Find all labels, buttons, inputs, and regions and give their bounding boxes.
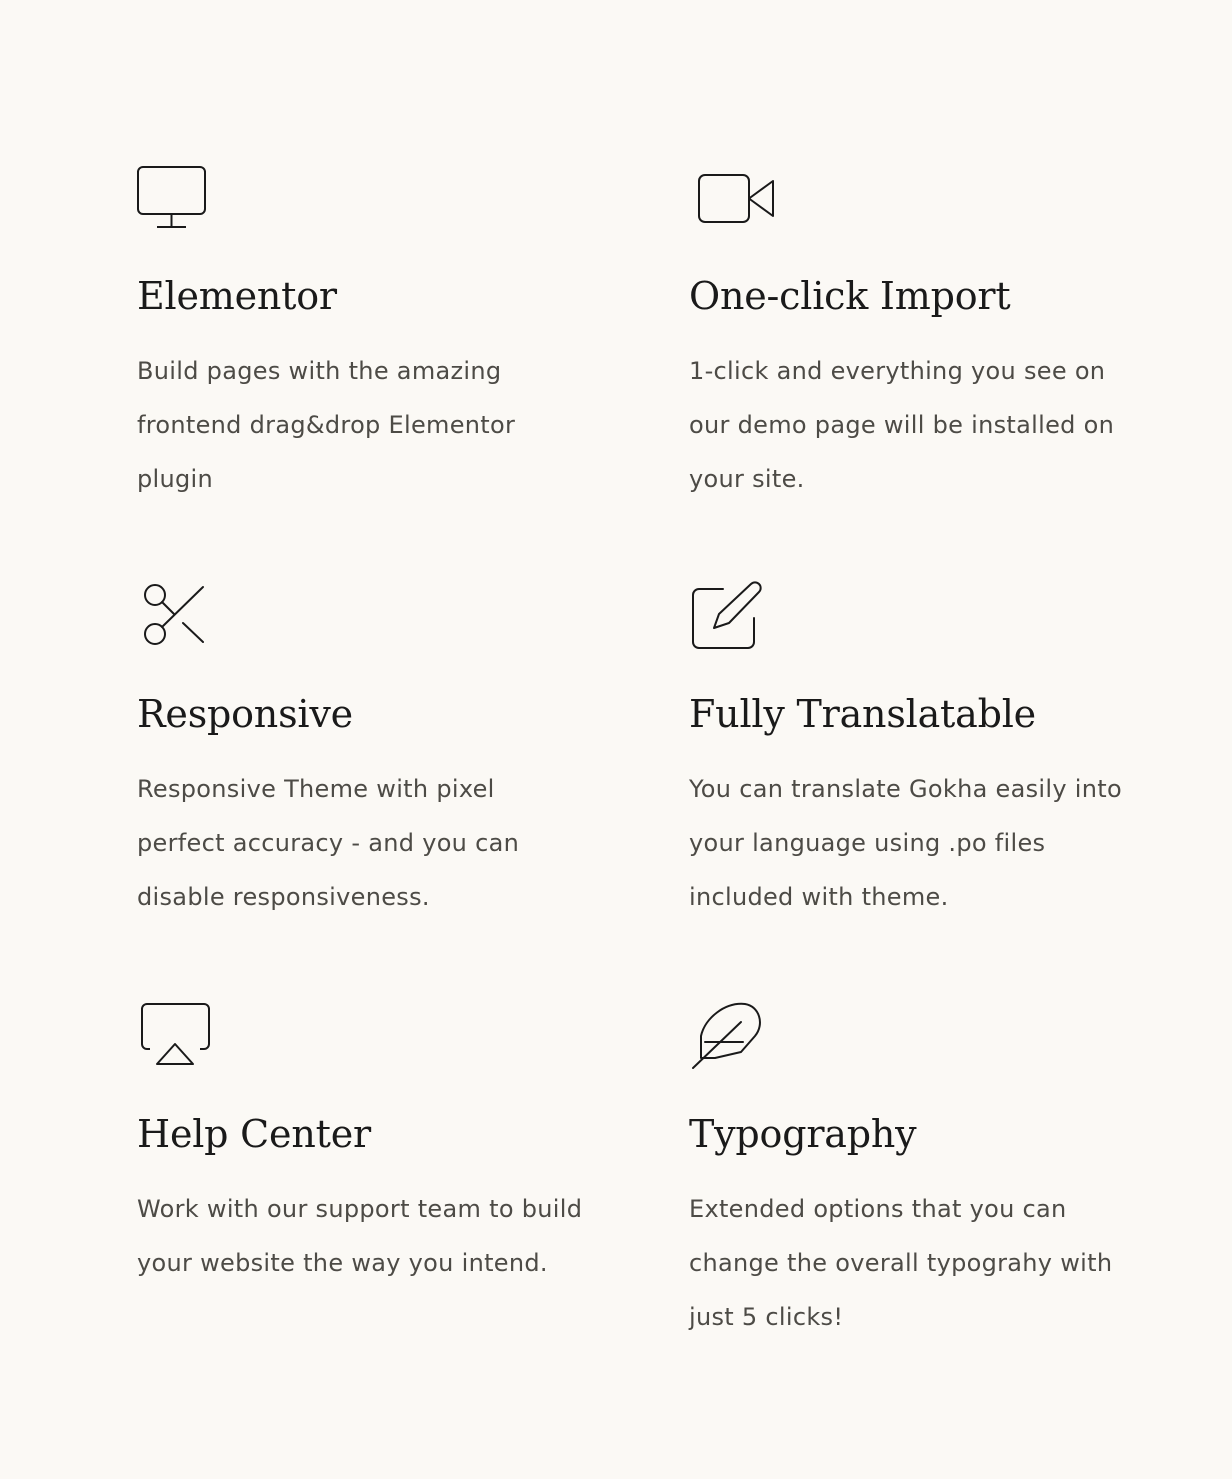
feature-description: You can translate Gokha easily into your language using .po files included with theme. xyxy=(689,775,1122,911)
video-camera-icon xyxy=(689,164,769,244)
edit-icon xyxy=(689,582,769,662)
airplay-icon xyxy=(137,1002,217,1082)
feature-title: One-click Import xyxy=(689,274,1011,318)
feature-description: Responsive Theme with pixel perfect accuracy - and you can disable responsiveness. xyxy=(137,775,520,911)
feature-description: Work with our support team to build your website the way you intend. xyxy=(137,1195,583,1277)
feature-description: Build pages with the amazing frontend drag&drop Elementor plugin xyxy=(137,357,516,493)
feature-title: Elementor xyxy=(137,274,337,318)
feature-description: Extended options that you can change the overall typograhy with just 5 clicks! xyxy=(689,1195,1113,1331)
feature-description: 1-click and everything you see on our demo page will be installed on your site. xyxy=(689,357,1115,493)
feature-title: Responsive xyxy=(137,692,353,736)
monitor-icon xyxy=(137,164,217,244)
feature-title: Help Center xyxy=(137,1112,371,1156)
feature-title: Typography xyxy=(689,1112,917,1156)
scissors-icon xyxy=(137,582,217,662)
feather-icon xyxy=(689,1002,769,1082)
feature-title: Fully Translatable xyxy=(689,692,1036,736)
